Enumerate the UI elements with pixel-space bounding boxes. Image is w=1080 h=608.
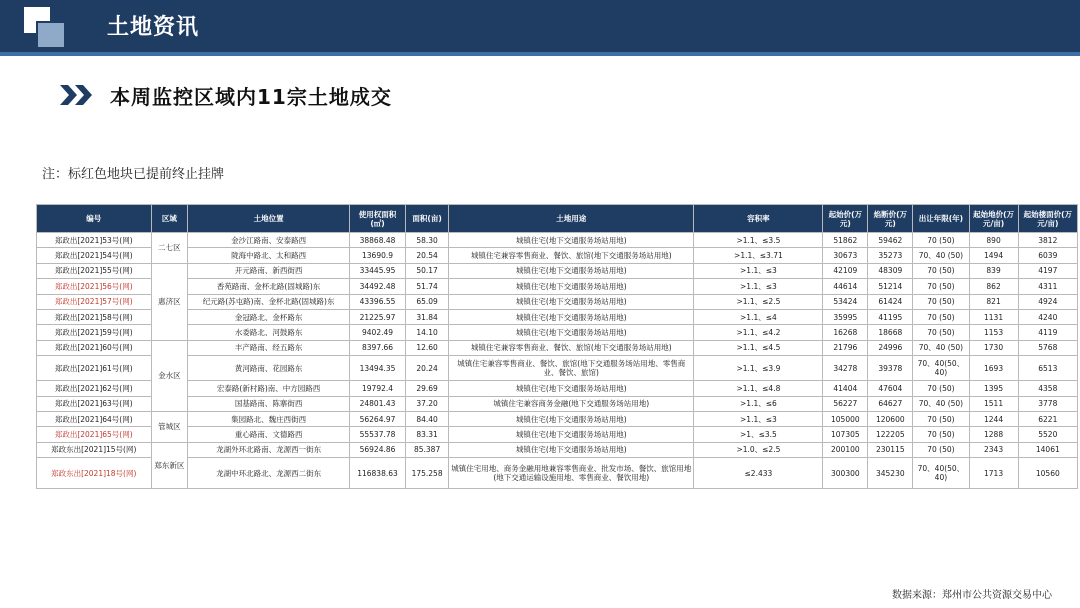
cell-area-mu: 14.10 bbox=[406, 325, 449, 340]
cell-final-price: 120600 bbox=[868, 411, 913, 426]
cell-start-price: 300300 bbox=[823, 458, 868, 489]
cell-location: 香苑路南、金杯北路(固城路)东 bbox=[188, 279, 350, 294]
cell-id: 郑政东出[2021]15号(网) bbox=[37, 442, 152, 457]
cell-id: 郑政东出[2021]18号(网) bbox=[37, 458, 152, 489]
cell-far: >1.1、≤6 bbox=[694, 396, 823, 411]
cell-floor-price: 4311 bbox=[1018, 279, 1077, 294]
col-header-area-mu: 面积(亩) bbox=[406, 205, 449, 233]
table-row bbox=[37, 411, 1078, 426]
cell-land-price: 1131 bbox=[969, 309, 1018, 324]
cell-years: 70 (50) bbox=[913, 381, 969, 396]
cell-area-mu: 175.258 bbox=[406, 458, 449, 489]
table-row bbox=[37, 442, 1078, 457]
cell-far: >1.1、≤3.9 bbox=[694, 356, 823, 381]
cell-floor-price: 4197 bbox=[1018, 263, 1077, 278]
cell-id: 郑政出[2021]55号(网) bbox=[37, 263, 152, 278]
table-row bbox=[37, 458, 1078, 489]
cell-area-m2: 56924.86 bbox=[349, 442, 405, 457]
cell-final-price: 18668 bbox=[868, 325, 913, 340]
cell-final-price: 41195 bbox=[868, 309, 913, 324]
cell-area-mu: 84.40 bbox=[406, 411, 449, 426]
cell-land-price: 1395 bbox=[969, 381, 1018, 396]
cell-start-price: 21796 bbox=[823, 340, 868, 355]
cell-final-price: 35273 bbox=[868, 248, 913, 263]
cell-years: 70、40(50、40) bbox=[913, 458, 969, 489]
cell-location: 黄河路南、花园路东 bbox=[188, 356, 350, 381]
cell-use: 城镇住宅(地下交通服务场站用地) bbox=[449, 325, 694, 340]
cell-floor-price: 6513 bbox=[1018, 356, 1077, 381]
cell-land-price: 1494 bbox=[969, 248, 1018, 263]
cell-start-price: 34278 bbox=[823, 356, 868, 381]
cell-final-price: 48309 bbox=[868, 263, 913, 278]
cell-id: 郑政出[2021]58号(网) bbox=[37, 309, 152, 324]
cell-location: 重心路南、文德路西 bbox=[188, 427, 350, 442]
cell-start-price: 35995 bbox=[823, 309, 868, 324]
header-bar bbox=[0, 0, 1080, 52]
cell-start-price: 44614 bbox=[823, 279, 868, 294]
cell-far: >1.1、≤3 bbox=[694, 263, 823, 278]
cell-use: 城镇住宅(地下交通服务场站用地) bbox=[449, 294, 694, 309]
cell-floor-price: 5768 bbox=[1018, 340, 1077, 355]
cell-floor-price: 3812 bbox=[1018, 233, 1077, 248]
table-row bbox=[37, 325, 1078, 340]
cell-land-price: 839 bbox=[969, 263, 1018, 278]
col-header-id: 编号 bbox=[37, 205, 152, 233]
cell-area-m2: 116838.63 bbox=[349, 458, 405, 489]
cell-id: 郑政出[2021]65号(网) bbox=[37, 427, 152, 442]
col-header-area-m2: 使用权面积(㎡) bbox=[349, 205, 405, 233]
table-row bbox=[37, 340, 1078, 355]
table-row bbox=[37, 427, 1078, 442]
cell-final-price: 61424 bbox=[868, 294, 913, 309]
cell-years: 70、40 (50) bbox=[913, 248, 969, 263]
cell-area-m2: 13690.9 bbox=[349, 248, 405, 263]
cell-area-m2: 43396.55 bbox=[349, 294, 405, 309]
cell-location: 纪元路(苏屯路)南、金杯北路(固城路)东 bbox=[188, 294, 350, 309]
cell-location: 龙湖中环北路北、龙源西二街东 bbox=[188, 458, 350, 489]
header-title: 土地资讯 bbox=[107, 15, 200, 40]
cell-years: 70、40 (50) bbox=[913, 340, 969, 355]
cell-land-price: 1244 bbox=[969, 411, 1018, 426]
cell-far: >1.1、≤3 bbox=[694, 279, 823, 294]
cell-use: 城镇住宅(地下交通服务场站用地) bbox=[449, 309, 694, 324]
cell-floor-price: 10560 bbox=[1018, 458, 1077, 489]
cell-area-m2: 34492.48 bbox=[349, 279, 405, 294]
cell-use: 城镇住宅兼容零售商业、餐饮、旅馆(地下交通服务场站用地) bbox=[449, 248, 694, 263]
cell-far: >1.1、≤4.2 bbox=[694, 325, 823, 340]
cell-far: >1.1、≤3 bbox=[694, 411, 823, 426]
cell-area-m2: 24801.43 bbox=[349, 396, 405, 411]
cell-start-price: 200100 bbox=[823, 442, 868, 457]
table-row bbox=[37, 381, 1078, 396]
cell-years: 70 (50) bbox=[913, 294, 969, 309]
cell-land-price: 2343 bbox=[969, 442, 1018, 457]
cell-start-price: 105000 bbox=[823, 411, 868, 426]
cell-use: 城镇住宅兼容商务金融(地下交通服务场站用地) bbox=[449, 396, 694, 411]
header-accent-line bbox=[0, 52, 1080, 56]
cell-location: 水委路北、河鼓路东 bbox=[188, 325, 350, 340]
cell-region: 二七区 bbox=[151, 233, 188, 264]
cell-start-price: 42109 bbox=[823, 263, 868, 278]
cell-use: 城镇住宅(地下交通服务场站用地) bbox=[449, 381, 694, 396]
table-row bbox=[37, 279, 1078, 294]
cell-years: 70 (50) bbox=[913, 263, 969, 278]
cell-land-price: 1730 bbox=[969, 340, 1018, 355]
col-header-years: 出让年限(年) bbox=[913, 205, 969, 233]
cell-area-mu: 50.17 bbox=[406, 263, 449, 278]
col-header-use: 土地用途 bbox=[449, 205, 694, 233]
cell-use: 城镇住宅(地下交通服务场站用地) bbox=[449, 427, 694, 442]
table-row bbox=[37, 356, 1078, 381]
cell-area-mu: 58.30 bbox=[406, 233, 449, 248]
cell-floor-price: 3778 bbox=[1018, 396, 1077, 411]
cell-location: 龙湖外环北路南、龙源西一街东 bbox=[188, 442, 350, 457]
cell-area-m2: 21225.97 bbox=[349, 309, 405, 324]
cell-floor-price: 4358 bbox=[1018, 381, 1077, 396]
cell-use: 城镇住宅兼容零售商业、餐饮、旅馆(地下交通服务场站用地、零售商业、餐饮、旅馆) bbox=[449, 356, 694, 381]
cell-use: 城镇住宅(地下交通服务场站用地) bbox=[449, 442, 694, 457]
cell-land-price: 1693 bbox=[969, 356, 1018, 381]
cell-final-price: 51214 bbox=[868, 279, 913, 294]
table-row bbox=[37, 396, 1078, 411]
cell-region: 郑东新区 bbox=[151, 442, 188, 488]
note-text: 注：标红色地块已提前终止挂牌 bbox=[42, 167, 225, 182]
cell-land-price: 890 bbox=[969, 233, 1018, 248]
col-header-location: 土地位置 bbox=[188, 205, 350, 233]
table-header-row bbox=[37, 205, 1078, 233]
cell-id: 郑政出[2021]60号(网) bbox=[37, 340, 152, 355]
cell-id: 郑政出[2021]62号(网) bbox=[37, 381, 152, 396]
section-heading bbox=[60, 80, 392, 110]
cell-id: 郑政出[2021]63号(网) bbox=[37, 396, 152, 411]
cell-floor-price: 6221 bbox=[1018, 411, 1077, 426]
cell-id: 郑政出[2021]61号(网) bbox=[37, 356, 152, 381]
cell-floor-price: 6039 bbox=[1018, 248, 1077, 263]
table-row bbox=[37, 309, 1078, 324]
cell-area-m2: 13494.35 bbox=[349, 356, 405, 381]
cell-land-price: 1713 bbox=[969, 458, 1018, 489]
cell-region: 惠济区 bbox=[151, 263, 188, 340]
cell-use: 城镇住宅(地下交通服务场站用地) bbox=[449, 263, 694, 278]
cell-area-m2: 8397.66 bbox=[349, 340, 405, 355]
cell-location: 国基路南、陈寨街西 bbox=[188, 396, 350, 411]
col-header-final-price: 焰断价(万元) bbox=[868, 205, 913, 233]
cell-land-price: 1153 bbox=[969, 325, 1018, 340]
cell-land-price: 1511 bbox=[969, 396, 1018, 411]
land-deal-table bbox=[36, 204, 1078, 489]
cell-far: >1.1、≤4 bbox=[694, 309, 823, 324]
cell-years: 70 (50) bbox=[913, 411, 969, 426]
col-header-region: 区域 bbox=[151, 205, 188, 233]
cell-years: 70 (50) bbox=[913, 325, 969, 340]
cell-use: 城镇住宅(地下交通服务场站用地) bbox=[449, 233, 694, 248]
cell-final-price: 59462 bbox=[868, 233, 913, 248]
cell-location: 金冠路北、金杯路东 bbox=[188, 309, 350, 324]
cell-far: >1、≤3.5 bbox=[694, 427, 823, 442]
cell-use: 城镇住宅(地下交通服务场站用地) bbox=[449, 411, 694, 426]
cell-far: >1.1、≤2.5 bbox=[694, 294, 823, 309]
cell-land-price: 821 bbox=[969, 294, 1018, 309]
cell-area-mu: 31.84 bbox=[406, 309, 449, 324]
logo-icon bbox=[24, 7, 64, 45]
cell-id: 郑政出[2021]59号(网) bbox=[37, 325, 152, 340]
cell-area-mu: 29.69 bbox=[406, 381, 449, 396]
cell-final-price: 47604 bbox=[868, 381, 913, 396]
cell-years: 70 (50) bbox=[913, 442, 969, 457]
cell-area-m2: 55537.78 bbox=[349, 427, 405, 442]
cell-floor-price: 4119 bbox=[1018, 325, 1077, 340]
col-header-floor-price: 起始楼面价(万元/亩) bbox=[1018, 205, 1077, 233]
cell-region: 管城区 bbox=[151, 411, 188, 442]
double-chevron-icon bbox=[60, 83, 94, 107]
cell-floor-price: 4924 bbox=[1018, 294, 1077, 309]
cell-start-price: 107305 bbox=[823, 427, 868, 442]
col-header-start-price: 起始价(万元) bbox=[823, 205, 868, 233]
cell-location: 开元路南、新西街西 bbox=[188, 263, 350, 278]
cell-area-mu: 20.54 bbox=[406, 248, 449, 263]
col-header-far: 容积率 bbox=[694, 205, 823, 233]
cell-location: 宏泰路(新村路)南、中方园路西 bbox=[188, 381, 350, 396]
col-header-land-price: 起始地价(万元/亩) bbox=[969, 205, 1018, 233]
cell-final-price: 345230 bbox=[868, 458, 913, 489]
cell-location: 金沙江路南、安泰路西 bbox=[188, 233, 350, 248]
cell-final-price: 64627 bbox=[868, 396, 913, 411]
cell-area-mu: 37.20 bbox=[406, 396, 449, 411]
cell-area-m2: 56264.97 bbox=[349, 411, 405, 426]
cell-start-price: 56227 bbox=[823, 396, 868, 411]
cell-location: 丰产路南、经五路东 bbox=[188, 340, 350, 355]
cell-land-price: 1288 bbox=[969, 427, 1018, 442]
cell-id: 郑政出[2021]54号(网) bbox=[37, 248, 152, 263]
data-source-text: 数据来源：郑州市公共资源交易中心 bbox=[892, 590, 1052, 601]
cell-start-price: 41404 bbox=[823, 381, 868, 396]
cell-location: 陇海中路北、太和路西 bbox=[188, 248, 350, 263]
cell-location: 集园路北、魏庄西街西 bbox=[188, 411, 350, 426]
cell-far: >1.1、≤4.5 bbox=[694, 340, 823, 355]
cell-floor-price: 14061 bbox=[1018, 442, 1077, 457]
cell-start-price: 51862 bbox=[823, 233, 868, 248]
cell-floor-price: 4240 bbox=[1018, 309, 1077, 324]
cell-floor-price: 5520 bbox=[1018, 427, 1077, 442]
cell-use: 城镇住宅用地、商务金融用地兼容零售商业、批发市场、餐饮、旅馆用地(地下交通运输设施用地、零售商业、餐饮用地) bbox=[449, 458, 694, 489]
cell-years: 70 (50) bbox=[913, 233, 969, 248]
cell-final-price: 39378 bbox=[868, 356, 913, 381]
cell-start-price: 16268 bbox=[823, 325, 868, 340]
cell-area-mu: 85.387 bbox=[406, 442, 449, 457]
cell-area-m2: 38868.48 bbox=[349, 233, 405, 248]
cell-area-m2: 33445.95 bbox=[349, 263, 405, 278]
cell-area-mu: 12.60 bbox=[406, 340, 449, 355]
table-row bbox=[37, 294, 1078, 309]
cell-land-price: 862 bbox=[969, 279, 1018, 294]
cell-far: >1.1、≤4.8 bbox=[694, 381, 823, 396]
cell-use: 城镇住宅(地下交通服务场站用地) bbox=[449, 279, 694, 294]
cell-final-price: 24996 bbox=[868, 340, 913, 355]
cell-id: 郑政出[2021]57号(网) bbox=[37, 294, 152, 309]
cell-area-mu: 51.74 bbox=[406, 279, 449, 294]
cell-area-m2: 19792.4 bbox=[349, 381, 405, 396]
table-row bbox=[37, 248, 1078, 263]
cell-use: 城镇住宅兼容零售商业、餐饮、旅馆(地下交通服务场站用地) bbox=[449, 340, 694, 355]
table-row bbox=[37, 233, 1078, 248]
cell-start-price: 30673 bbox=[823, 248, 868, 263]
cell-years: 70 (50) bbox=[913, 427, 969, 442]
cell-area-mu: 65.09 bbox=[406, 294, 449, 309]
cell-far: ≤2.433 bbox=[694, 458, 823, 489]
cell-far: >1.1、≤3.71 bbox=[694, 248, 823, 263]
cell-area-mu: 20.24 bbox=[406, 356, 449, 381]
cell-years: 70 (50) bbox=[913, 279, 969, 294]
cell-final-price: 122205 bbox=[868, 427, 913, 442]
cell-far: >1.0、≤2.5 bbox=[694, 442, 823, 457]
cell-region: 金水区 bbox=[151, 340, 188, 411]
cell-area-m2: 9402.49 bbox=[349, 325, 405, 340]
cell-years: 70、40 (50) bbox=[913, 396, 969, 411]
cell-far: >1.1、≤3.5 bbox=[694, 233, 823, 248]
cell-id: 郑政出[2021]64号(网) bbox=[37, 411, 152, 426]
cell-years: 70 (50) bbox=[913, 309, 969, 324]
cell-area-mu: 83.31 bbox=[406, 427, 449, 442]
cell-id: 郑政出[2021]53号(网) bbox=[37, 233, 152, 248]
cell-final-price: 230115 bbox=[868, 442, 913, 457]
cell-start-price: 53424 bbox=[823, 294, 868, 309]
section-title: 本周监控区域内11宗土地成交 bbox=[110, 84, 392, 109]
table-row bbox=[37, 263, 1078, 278]
cell-years: 70、40(50、40) bbox=[913, 356, 969, 381]
cell-id: 郑政出[2021]56号(网) bbox=[37, 279, 152, 294]
